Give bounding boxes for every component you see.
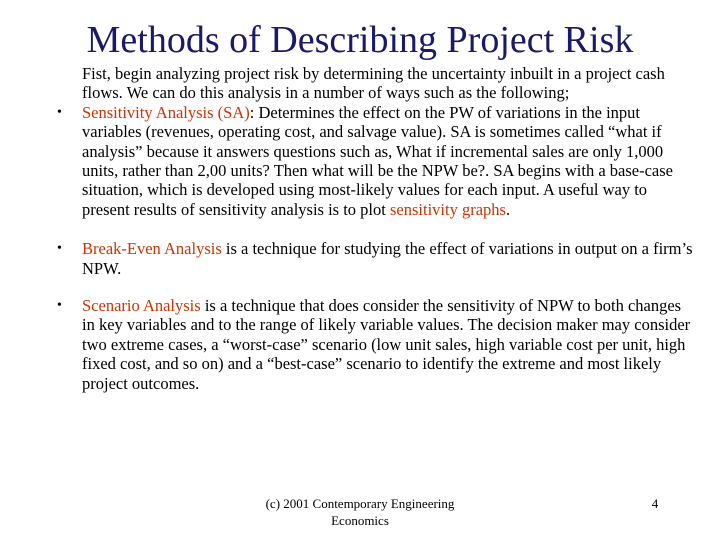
footer-copyright xyxy=(230,495,490,529)
bullet-icon: • xyxy=(57,241,62,257)
bullet-icon: • xyxy=(57,298,62,314)
slide-body xyxy=(57,64,694,393)
bullet-scenario-analysis xyxy=(57,296,694,393)
bullet-break-even-analysis xyxy=(57,239,694,278)
sensitivity-analysis-end: . xyxy=(505,199,511,219)
intro-paragraph: Fist, begin analyzing project risk by determining the uncertainty inbuilt in a project cash flows. We can do this analysis in a number of ways such as the following; xyxy=(82,64,665,103)
bullet-sensitivity-analysis xyxy=(57,102,694,219)
term-scenario-analysis: Scenario Analysis xyxy=(82,296,201,316)
bullet-icon: • xyxy=(57,104,62,120)
slide-title: Methods of Describing Project Risk xyxy=(86,19,634,61)
footer-line-1: (c) 2001 Contemporary Engineering xyxy=(265,496,455,511)
page-number: 4 xyxy=(651,496,659,511)
break-even-analysis-text: is a technique for studying the effect of variations in output on a firm’s NPW. xyxy=(82,239,693,278)
term-sensitivity-analysis: Sensitivity Analysis (SA) xyxy=(82,102,250,122)
footer-line-2: Economics xyxy=(331,513,389,528)
term-break-even-analysis: Break-Even Analysis xyxy=(82,239,222,259)
sensitivity-analysis-text: : Determines the effect on the PW of variations in the input variables (revenues, operating cost, and salvage value). SA is sometimes called “what if analysis” because it answers questions such as, What if incremental sales are only 1,000 units, rather than 2,00 units? Then what will be the NPW be?. SA begins with a base-case situation, which is developed using most-likely values for each input. A useful way to present results of sensitivity analysis is to plot xyxy=(82,102,673,219)
term-sensitivity-graphs: sensitivity graphs xyxy=(389,199,506,219)
scenario-analysis-text: is a technique that does consider the sensitivity of NPW to both changes in key variables and to the range of likely variable values. The decision maker may consider two extreme cases, a “worst-case” scenario (low unit sales, high variable cost per unit, high fixed cost, and so on) and a “best-case” scenario to identify the extreme and most likely project outcomes. xyxy=(82,296,691,393)
